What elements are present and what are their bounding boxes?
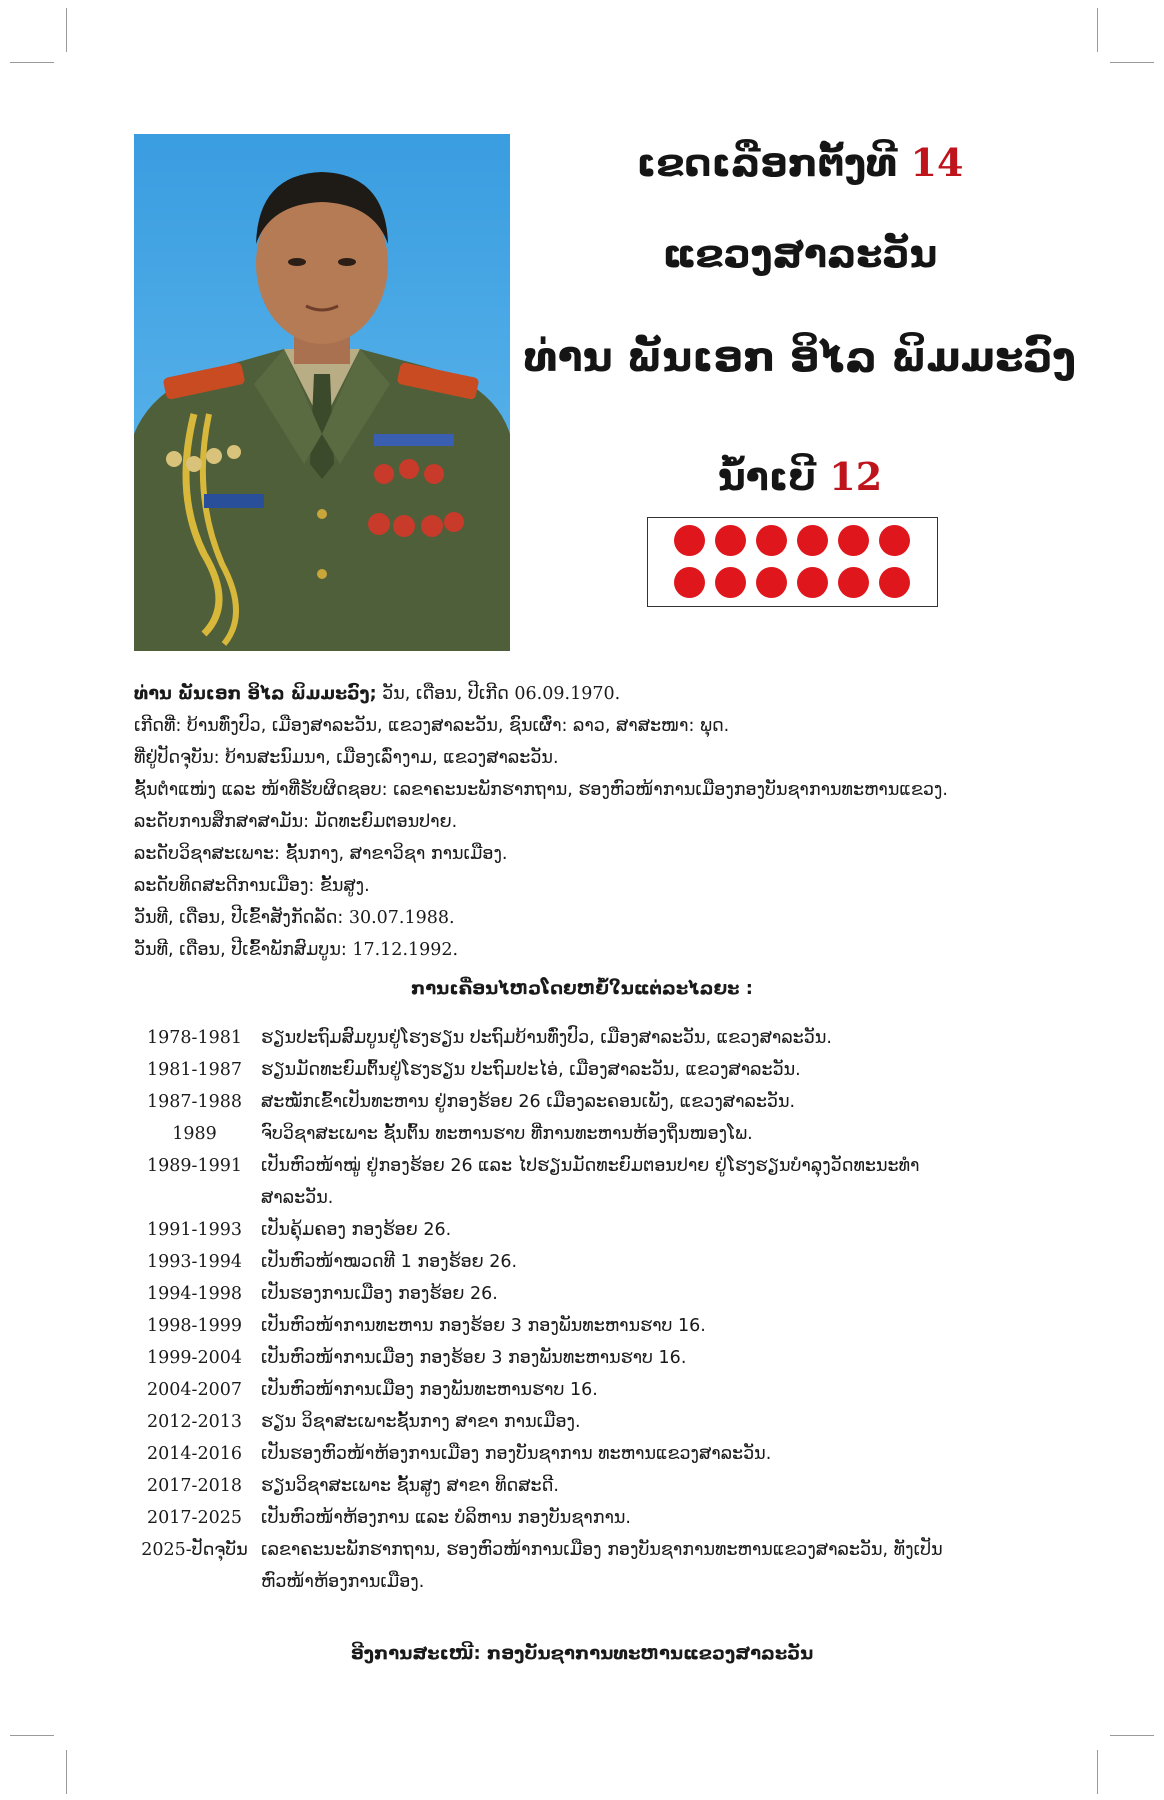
- candidate-number: 12: [829, 454, 883, 499]
- crop-mark: [10, 62, 54, 63]
- ballot-dot: [838, 525, 869, 556]
- constituency-number: 14: [910, 140, 964, 185]
- timeline-desc: ຈົບວິຊາສະເພາະ ຊັ້ນຕົ້ນ ທະຫານຮາບ ທີ່ການທະຫານຫ້ອງຖິ່ນໜອງໂພ.: [261, 1124, 753, 1144]
- timeline-desc: ເລຂາຄະນະພັກຮາກຖານ, ຮອງຫົວໜ້າການເມືອງ ກອງບັນຊາການທະຫານແຂວງສາລະວັນ, ທັງເປັນຫົວໜ້າຫ້ອງການເມືອງ.: [261, 1540, 943, 1592]
- timeline-year: 1987-1988: [147, 1092, 242, 1112]
- timeline-year: 2017-2025: [147, 1508, 242, 1528]
- candidate-number-heading: ນ້ຳເບີ 12: [717, 454, 883, 499]
- crop-mark: [66, 1750, 67, 1794]
- crop-mark: [1110, 62, 1154, 63]
- ballot-dot: [797, 567, 828, 598]
- timeline-year: 1991-1993: [147, 1220, 242, 1240]
- timeline-row: [128, 1406, 1088, 1438]
- timeline-desc: ເປັນຄຸ້ມຄອງ ກອງຮ້ອຍ 26.: [261, 1220, 452, 1240]
- timeline-row: [128, 1214, 1088, 1246]
- candidate-name: ທ່ານ ພັນເອກ ອິໄລ ພິມມະວົງ: [524, 333, 1076, 381]
- timeline-desc: ເປັນຫົວໜ້າໝູ່ ຢູ່ກອງຮ້ອຍ 26 ແລະ ໄປຮຽນມັດທະຍົມຕອນປາຍ ຢູ່ໂຮງຮຽນບຳລຸງວັດທະນະທຳສາລະວັນ.: [261, 1156, 920, 1208]
- timeline-year: 2025-ປັດຈຸບັນ: [141, 1540, 248, 1560]
- crop-mark: [10, 1735, 54, 1736]
- timeline-year: 1989-1991: [147, 1156, 242, 1176]
- timeline-year: 2012-2013: [147, 1412, 242, 1432]
- timeline-row: [128, 1502, 1088, 1534]
- ballot-dot: [756, 567, 787, 598]
- ballot-dot: [797, 525, 828, 556]
- ballot-dot: [715, 567, 746, 598]
- profile-name: ທ່ານ ພັນເອກ ອິໄລ ພິມມະວົງ;: [134, 684, 377, 704]
- crop-mark: [66, 8, 67, 52]
- timeline-desc: ສະໝັກເຂົ້າເປັນທະຫານ ຢູ່ກອງຮ້ອຍ 26 ເມືອງລະຄອນເພັງ, ແຂວງສາລະວັນ.: [261, 1092, 796, 1112]
- ballot-dot: [756, 525, 787, 556]
- timeline-year: 1998-1999: [147, 1316, 242, 1336]
- timeline-desc: ເປັນຫົວໜ້າການເມືອງ ກອງຮ້ອຍ 3 ກອງພັນທະຫານຮາບ 16.: [261, 1348, 687, 1368]
- timeline-year: 1993-1994: [147, 1252, 242, 1272]
- ballot-dot: [674, 567, 705, 598]
- profile-line: ລະດັບທິດສະດີການເມືອງ: ຂັ້ນສູງ.: [134, 876, 370, 896]
- profile-line: ລະດັບການສຶກສາສາມັນ: ມັດທະຍົມຕອນປາຍ.: [134, 812, 458, 832]
- timeline-desc: ເປັນຮອງຫົວໜ້າຫ້ອງການເມືອງ ກອງບັນຊາການ ທະຫານແຂວງສາລະວັນ.: [261, 1444, 772, 1464]
- timeline-row: [128, 1438, 1088, 1470]
- timeline-desc: ຮຽນປະຖົມສົມບູນຢູ່ໂຮງຮຽນ ປະຖົມບ້ານທົ່ງປົວ, ເມືອງສາລະວັນ, ແຂວງສາລະວັນ.: [261, 1028, 832, 1048]
- timeline-row: [128, 1470, 1088, 1502]
- timeline-desc: ເປັນຫົວໜ້າໝວດທີ 1 ກອງຮ້ອຍ 26.: [261, 1252, 518, 1272]
- timeline-year: 2017-2018: [147, 1476, 242, 1496]
- profile-line: ຊັ້ນຕຳແໜ່ງ ແລະ ໜ້າທີ່ຮັບຜິດຊອບ: ເລຂາຄະນະພັກຮາກຖານ, ຮອງຫົວໜ້າການເມືອງກອງບັນຊາການທະຫານແຂວງ.: [134, 780, 948, 800]
- timeline-year: 2014-2016: [147, 1444, 242, 1464]
- timeline-row: [128, 1022, 1088, 1054]
- timeline-row: [128, 1150, 1088, 1214]
- timeline-year: 1978-1981: [147, 1028, 242, 1048]
- timeline-row: [128, 1054, 1088, 1086]
- timeline-row: [128, 1342, 1088, 1374]
- section-title: ການເຄື່ອນໄຫວໂດຍຫຍໍ້ໃນແຕ່ລະໄລຍະ :: [410, 978, 753, 999]
- ballot-dot: [715, 525, 746, 556]
- ballot-dot: [879, 567, 910, 598]
- timeline-year: 1999-2004: [147, 1348, 242, 1368]
- timeline-year: 1989: [172, 1124, 217, 1144]
- profile-line: ວັນທີ, ເດືອນ, ປີເຂົ້າສັງກັດລັດ: 30.07.1988.: [134, 908, 455, 928]
- ballot-dot: [838, 567, 869, 598]
- timeline-row: [128, 1374, 1088, 1406]
- constituency-heading: ເຂດເລືອກຕັ້ງທີ 14: [636, 140, 964, 185]
- timeline-desc: ຮຽນວິຊາສະເພາະ ຊັ້ນສູງ ສາຂາ ທິດສະດີ.: [261, 1476, 559, 1496]
- timeline-desc: ຮຽນມັດທະຍົມຕົ້ນຢູ່ໂຮງຮຽນ ປະຖົມປະໄອ່, ເມືອງສາລະວັນ, ແຂວງສາລະວັນ.: [261, 1060, 801, 1080]
- timeline-desc: ເປັນຮອງການເມືອງ ກອງຮ້ອຍ 26.: [261, 1284, 498, 1304]
- crop-mark: [1110, 1735, 1154, 1736]
- profile-line: ທີ່ຢູ່ປັດຈຸບັນ: ບ້ານສະນົມນາ, ເມືອງເລົ່າງາມ, ແຂວງສາລະວັນ.: [134, 748, 559, 768]
- crop-mark: [1097, 8, 1098, 52]
- profile-line: ລະດັບວິຊາສະເພາະ: ຊັ້ນກາງ, ສາຂາວິຊາ ການເມືອງ.: [134, 844, 508, 864]
- timeline-row: [128, 1118, 1088, 1150]
- timeline-year: 1994-1998: [147, 1284, 242, 1304]
- career-timeline: [128, 1022, 1088, 1598]
- footer-note: ອີງການສະເໜີ: ກອງບັນຊາການທະຫານແຂວງສາລະວັນ: [350, 1643, 814, 1664]
- timeline-year: 1981-1987: [147, 1060, 242, 1080]
- profile-line: ເກີດທີ່: ບ້ານທົ່ງປົວ, ເມືອງສາລະວັນ, ແຂວງສາລະວັນ, ຊົນເຜົ່າ: ລາວ, ສາສະໜາ: ພຸດ.: [134, 716, 730, 736]
- portrait-photo: [134, 134, 510, 651]
- crop-mark: [1097, 1750, 1098, 1794]
- timeline-row: [128, 1310, 1088, 1342]
- timeline-row: [128, 1246, 1088, 1278]
- timeline-year: 2004-2007: [147, 1380, 242, 1400]
- profile-line: ວັນທີ, ເດືອນ, ປີເຂົ້າພັກສົມບູນ: 17.12.1992.: [134, 940, 459, 960]
- timeline-row: [128, 1086, 1088, 1118]
- timeline-row: [128, 1278, 1088, 1310]
- ballot-number-box: [647, 517, 938, 607]
- ballot-dot: [674, 525, 705, 556]
- profile-name-line: ທ່ານ ພັນເອກ ອິໄລ ພິມມະວົງ; ວັນ, ເດືອນ, ປີເກີດ 06.09.1970.: [134, 684, 621, 704]
- timeline-desc: ເປັນຫົວໜ້າການເມືອງ ກອງພັນທະຫານຮາບ 16.: [261, 1380, 598, 1400]
- timeline-desc: ເປັນຫົວໜ້າຫ້ອງການ ແລະ ບໍລິຫານ ກອງບັນຊາການ.: [261, 1508, 631, 1528]
- province-heading: ແຂວງສາລະວັນ: [662, 232, 938, 276]
- profile-info: [134, 678, 1034, 966]
- timeline-desc: ຮຽນ ວິຊາສະເພາະຊັ້ນກາງ ສາຂາ ການເມືອງ.: [261, 1412, 581, 1432]
- ballot-dot: [879, 525, 910, 556]
- timeline-desc: ເປັນຫົວໜ້າການທະຫານ ກອງຮ້ອຍ 3 ກອງພັນທະຫານຮາບ 16.: [261, 1316, 706, 1336]
- timeline-row: [128, 1534, 1088, 1598]
